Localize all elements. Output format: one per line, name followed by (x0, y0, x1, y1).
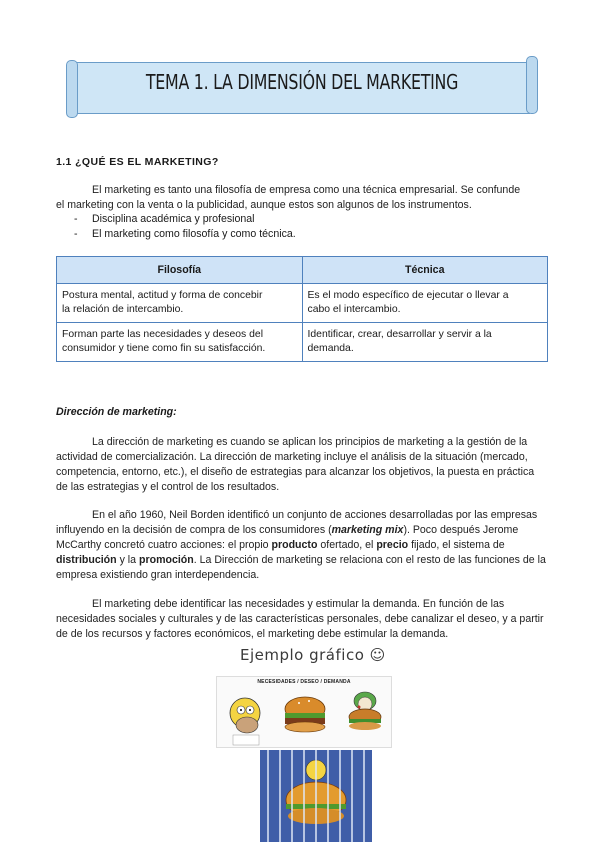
burger-cage-icon (260, 750, 372, 842)
cell-text: Identificar, crear, desarrollar y servir a la demanda. (307, 329, 492, 354)
bullet-item: - El marketing como filosofía y como técnica. (72, 227, 296, 242)
text-run: ofertado, el (317, 539, 377, 551)
bullet-list (72, 212, 296, 242)
column-header-filosofia: Filosofía (57, 257, 303, 284)
table-header-row (57, 257, 548, 284)
paragraph-marketing-mix (56, 508, 548, 583)
text-run: ). Poco después Jerome McCarthy concretó cuatro acciones: el propio (56, 524, 519, 551)
text-run: En el año 1960, Neil Borden identificó un conjunto de acciones desarrolladas por las empresas influyendo en la decisión de compra de los consumidores ( (56, 509, 538, 536)
paragraph-demanda (56, 597, 548, 642)
term-promocion: promoción (139, 554, 194, 566)
column-header-tecnica: Técnica (302, 257, 548, 284)
page-title: TEMA 1. LA DIMENSIÓN DEL MARKETING (145, 70, 459, 94)
table-row (57, 284, 548, 323)
term-producto: producto (271, 539, 318, 551)
term-precio: precio (376, 539, 409, 551)
cell-text: Forman parte las necesidades y deseos del consumidor y tiene como fin su satisfacción. (62, 329, 266, 354)
needs-desire-demand-icon (217, 677, 391, 747)
banner-scroll-left-roll (66, 60, 78, 118)
paragraph-text: El marketing debe identificar las necesidades y estimular la demanda. En función de las necesidades sociales y culturales y de las características personales, debe canalizar el deseo, y a partir de de los recursos y factores económicos, el marketing debe estimular la demanda. (56, 598, 544, 640)
text-run: . La Dirección de marketing se relaciona con el resto de las funciones de la empresa existiendo gran interdependencia. (56, 554, 546, 581)
text-run: y la (116, 554, 139, 566)
table-cell (57, 284, 303, 323)
text-run: fijado, el sistema de (408, 539, 505, 551)
example-title: Ejemplo gráfico ☺ (240, 646, 386, 664)
table-row (57, 323, 548, 362)
illustration-bottom-panel (260, 750, 372, 842)
illustration-top-panel (216, 676, 392, 748)
table-cell (302, 284, 548, 323)
table-cell (57, 323, 303, 362)
subsection-heading: Dirección de marketing: (56, 406, 177, 418)
intro-line-2: el marketing con la venta o la publicidad, aunque estos son algunos de los instrumentos. (56, 199, 472, 211)
example-illustration (216, 676, 390, 842)
title-banner (64, 56, 540, 118)
cell-text: Es el modo específico de ejecutar o llevar a cabo el intercambio. (307, 290, 509, 315)
banner-scroll-right-roll (526, 56, 538, 114)
cell-text: Postura mental, actitud y forma de concebir la relación de intercambio. (62, 290, 263, 315)
bullet-item: - Disciplina académica y profesional (72, 212, 296, 227)
intro-paragraph (56, 183, 548, 213)
marketing-mix-term: marketing mix (331, 524, 404, 536)
paragraph-text: La dirección de marketing es cuando se aplican los principios de marketing a la gestión de la actividad de comercialización. La dirección de marketing incluye el análisis de la situación (mercado, competencia, entorno, etc.), el diseño de estrategias para alcanzar los objetivos, la puesta en práctica de las estrategias y el control de los resultados. (56, 436, 535, 493)
intro-line-1: El marketing es tanto una filosofía de empresa como una técnica empresarial. Se confunde (92, 184, 521, 196)
paragraph-direccion (56, 435, 548, 495)
term-distribucion: distribución (56, 554, 117, 566)
philosophy-technique-table (56, 256, 548, 362)
table-cell (302, 323, 548, 362)
illustration-caption: NECESIDADES / DESEO / DEMANDA (257, 679, 351, 685)
section-heading: 1.1 ¿QUÉ ES EL MARKETING? (56, 156, 219, 168)
